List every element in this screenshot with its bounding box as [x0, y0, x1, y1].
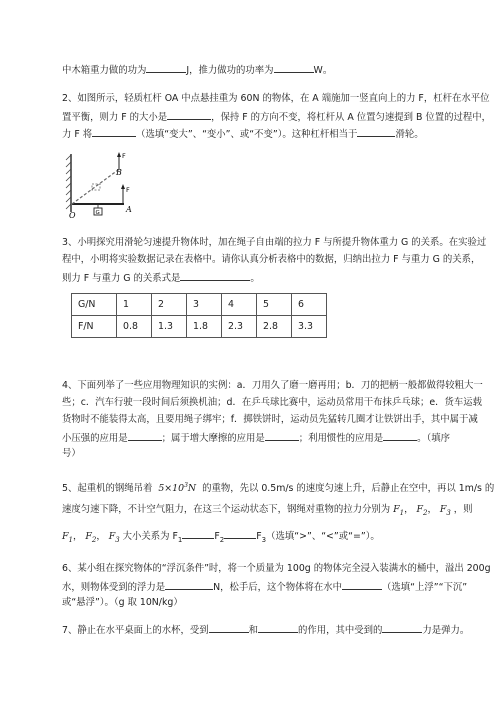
label-b: B: [116, 168, 122, 177]
q7-text-intro: 7、静止在水平桌面上的水杯，受到: [62, 625, 209, 636]
f-subscript: 1: [399, 508, 405, 517]
q5-blank-compare-1[interactable]: [182, 528, 214, 539]
f-subscript: 3: [115, 535, 120, 544]
q1-tail-line: [62, 62, 332, 77]
q4-text-friction: ；属于增大摩擦的应用是: [161, 433, 265, 444]
table-cell: 3: [187, 294, 222, 316]
f-symbol: F: [439, 504, 447, 515]
q6-text-options: （选填“上浮”“下沉”: [382, 582, 468, 593]
q5-mass-base: 5×10: [158, 483, 185, 495]
q4-blank-friction[interactable]: [265, 430, 299, 441]
f-symbol: F: [393, 504, 400, 515]
q5-mass: [158, 483, 196, 494]
f-subscript: 2: [219, 535, 225, 544]
q1-text-work: 中木箱重力做的功为: [62, 65, 147, 76]
lever-diagram: [64, 146, 144, 220]
q2-blank-force[interactable]: [167, 109, 211, 120]
label-g: G: [95, 210, 100, 216]
q7-text-which: 的作用，其中受到的: [297, 625, 383, 636]
lever-raised-dashed: [72, 170, 118, 204]
q4-text-pressure: 小压强的应用是: [62, 433, 128, 444]
f-symbol: F: [214, 531, 220, 542]
q5-mass-exponent: 3: [184, 482, 188, 489]
f-subscript: 3: [446, 508, 451, 517]
data-table: [71, 293, 327, 338]
f-symbol: F: [85, 531, 92, 542]
q2-text-force: 置平衡，则力 F 的大小是: [62, 112, 168, 123]
q4-line-5: 号）: [62, 448, 81, 459]
q5-f3: [109, 531, 120, 542]
table-cell: 6: [292, 294, 327, 316]
q2-line-1: 2、如图所示，轻质杠杆 OA 中点悬挂重为 60N 的物体，在 A 端施加一竖直向上的力 F，杠杆在水平位: [62, 93, 490, 104]
q6-line-3: 或“悬浮”）。（g 取 10N/kg）: [62, 597, 183, 608]
q3-line-3: [62, 270, 260, 285]
table-header-f: F/N: [72, 316, 117, 338]
q5-mass-unit: N: [187, 483, 197, 495]
q5-line-3: $F_1$， $F_2$， $F_3$ 大小关系为 $F_1$ $F_2$ $F_3$（选填“>”、“<”或“=”）。: [62, 528, 380, 547]
table-cell: 1: [117, 294, 152, 316]
q2-line-2: [62, 109, 491, 124]
f-symbol: F: [256, 531, 262, 542]
force-arrowhead-b: [117, 152, 121, 157]
table-header-g: G/N: [72, 294, 117, 316]
q6-blank-buoyancy[interactable]: [165, 579, 213, 590]
label-f-top: F: [122, 152, 126, 160]
f-subscript: 2: [91, 535, 97, 544]
table-cell: 4: [222, 294, 257, 316]
q7-blank-force-2[interactable]: [258, 622, 298, 633]
q5-line-2: 速度匀速下降，不计空气阻力，在这三个运动状态下，钢绳对重物的拉力分别为 $F_1$， $F_2$， $F_3$ ，则: [62, 504, 473, 517]
q1-text-power: J，推力做功的功率为: [186, 65, 274, 76]
f-symbol: F: [416, 504, 423, 515]
q5-f3: [440, 504, 451, 515]
q7-line: [62, 622, 469, 637]
q3-text-end: 。: [250, 273, 260, 284]
label-f-side: F: [126, 186, 130, 194]
q7-blank-elastic[interactable]: [382, 622, 422, 633]
q5-text-compare: 大小关系为 F: [122, 531, 178, 542]
f-symbol: F: [108, 531, 116, 542]
q4-line-2: 些；c．汽车行驶一段时间后须换机油；d．在乒乓球比赛中，运动员常用干布抹乒乓球；e．货车运载: [62, 397, 483, 408]
q5-text-options: （选填“>”、“<”或“=”）。: [266, 531, 380, 542]
q7-text-and: 和: [248, 625, 258, 636]
q3-line-2: 程中，小明将实验数据记录在表格中。请你认真分析表格中的数据，归纳出拉力 F 与重力 G 的关系，: [62, 254, 481, 265]
table-cell: 5: [257, 294, 292, 316]
q3-blank-relation[interactable]: [180, 270, 250, 281]
label-a: A: [126, 205, 132, 214]
q2-blank-change[interactable]: [92, 126, 136, 137]
q4-text-fill: 。（填序: [417, 433, 450, 444]
q5-text-motion: 的重物，先以 0.5m/s 的速度匀速上升，后静止在空中，再以 1m/s 的: [202, 483, 495, 495]
q7-blank-force-1[interactable]: [209, 622, 249, 633]
q2-text-pulley: 滑轮。: [395, 129, 424, 140]
f-subscript: 2: [422, 508, 428, 517]
q6-line-1: 6、某小组在探究物体的“浮沉条件”时，将一个质量为 100g 的物体完全浸入装满水的桶中，溢出 200g: [62, 563, 491, 574]
q2-text-change: 力 F 将: [62, 129, 93, 140]
q1-blank-power[interactable]: [274, 62, 314, 73]
f-subscript: 1: [68, 535, 73, 544]
q4-line-4: [62, 430, 450, 445]
q5-text-tension: 速度匀速下降，不计空气阻力，在这三个运动状态下，钢绳对重物的拉力分别为: [62, 504, 391, 515]
q5-f2: [416, 504, 427, 515]
label-o: O: [69, 211, 76, 220]
f-subscript: 1: [177, 535, 183, 544]
q1-text-unit: W。: [313, 65, 333, 76]
f-subscript: 3: [261, 535, 267, 544]
table-cell: 2.8: [257, 316, 292, 338]
q5-text-intro: 5、起重机的钢绳吊着: [62, 483, 153, 495]
q5-line-1: [62, 479, 494, 495]
q5-f1: [393, 504, 404, 515]
q4-text-inertia: ；利用惯性的应用是: [298, 433, 384, 444]
q5-blank-compare-2[interactable]: [224, 528, 256, 539]
table-cell: 0.8: [117, 316, 152, 338]
table-cell: 2: [152, 294, 187, 316]
table-cell: 1.8: [187, 316, 222, 338]
q7-text-end: 力是弹力。: [422, 625, 470, 636]
force-arrowhead-a: [121, 184, 125, 189]
q6-text-state: N，松手后，这个物体将在水中: [213, 582, 343, 593]
table-row: [72, 294, 327, 316]
q4-blank-pressure[interactable]: [128, 430, 162, 441]
q2-blank-pulley[interactable]: [357, 126, 395, 137]
q2-line-3: [62, 126, 424, 141]
table-cell: 2.3: [222, 316, 257, 338]
q4-line-1: 4、下面列举了一些应用物理知识的实例：a．刀用久了磨一磨再用；b．刀的把柄一般都做得较粗大一: [62, 380, 483, 391]
table-cell: 1.3: [152, 316, 187, 338]
q6-blank-state[interactable]: [342, 579, 382, 590]
q4-blank-inertia[interactable]: [383, 430, 417, 441]
q2-text-options: （选填“变大”、“变小”、或“不变”）。这种杠杆相当于: [136, 129, 358, 140]
q6-line-2: [62, 579, 467, 594]
q3-text-relation: 则力 F 与重力 G 的关系式是: [62, 273, 181, 284]
f-symbol: F: [62, 531, 69, 542]
q5-f2: [85, 531, 96, 542]
q6-text-buoyancy: 水，则物体受到的浮力是: [62, 582, 166, 593]
q2-text-process: ，保持 F 的方向不变，将杠杆从 A 位置匀速提到 B 位置的过程中，: [211, 112, 491, 123]
table-cell: 3.3: [292, 316, 327, 338]
table-row: [72, 316, 327, 338]
q1-blank-work[interactable]: [146, 62, 186, 73]
q4-line-3: 货物时不能装得太高，且要用绳子绑牢；f．掷铁饼时，运动员先猛转几圈才让铁饼出手，其中属于减: [62, 414, 478, 425]
q5-text-then: ，则: [453, 504, 473, 515]
q3-line-1: 3、小明探究用滑轮匀速提升物体时，加在绳子自由端的拉力 F 与所提升物体重力 G 的关系。在实验过: [62, 237, 487, 248]
q5-f1: [62, 531, 73, 542]
